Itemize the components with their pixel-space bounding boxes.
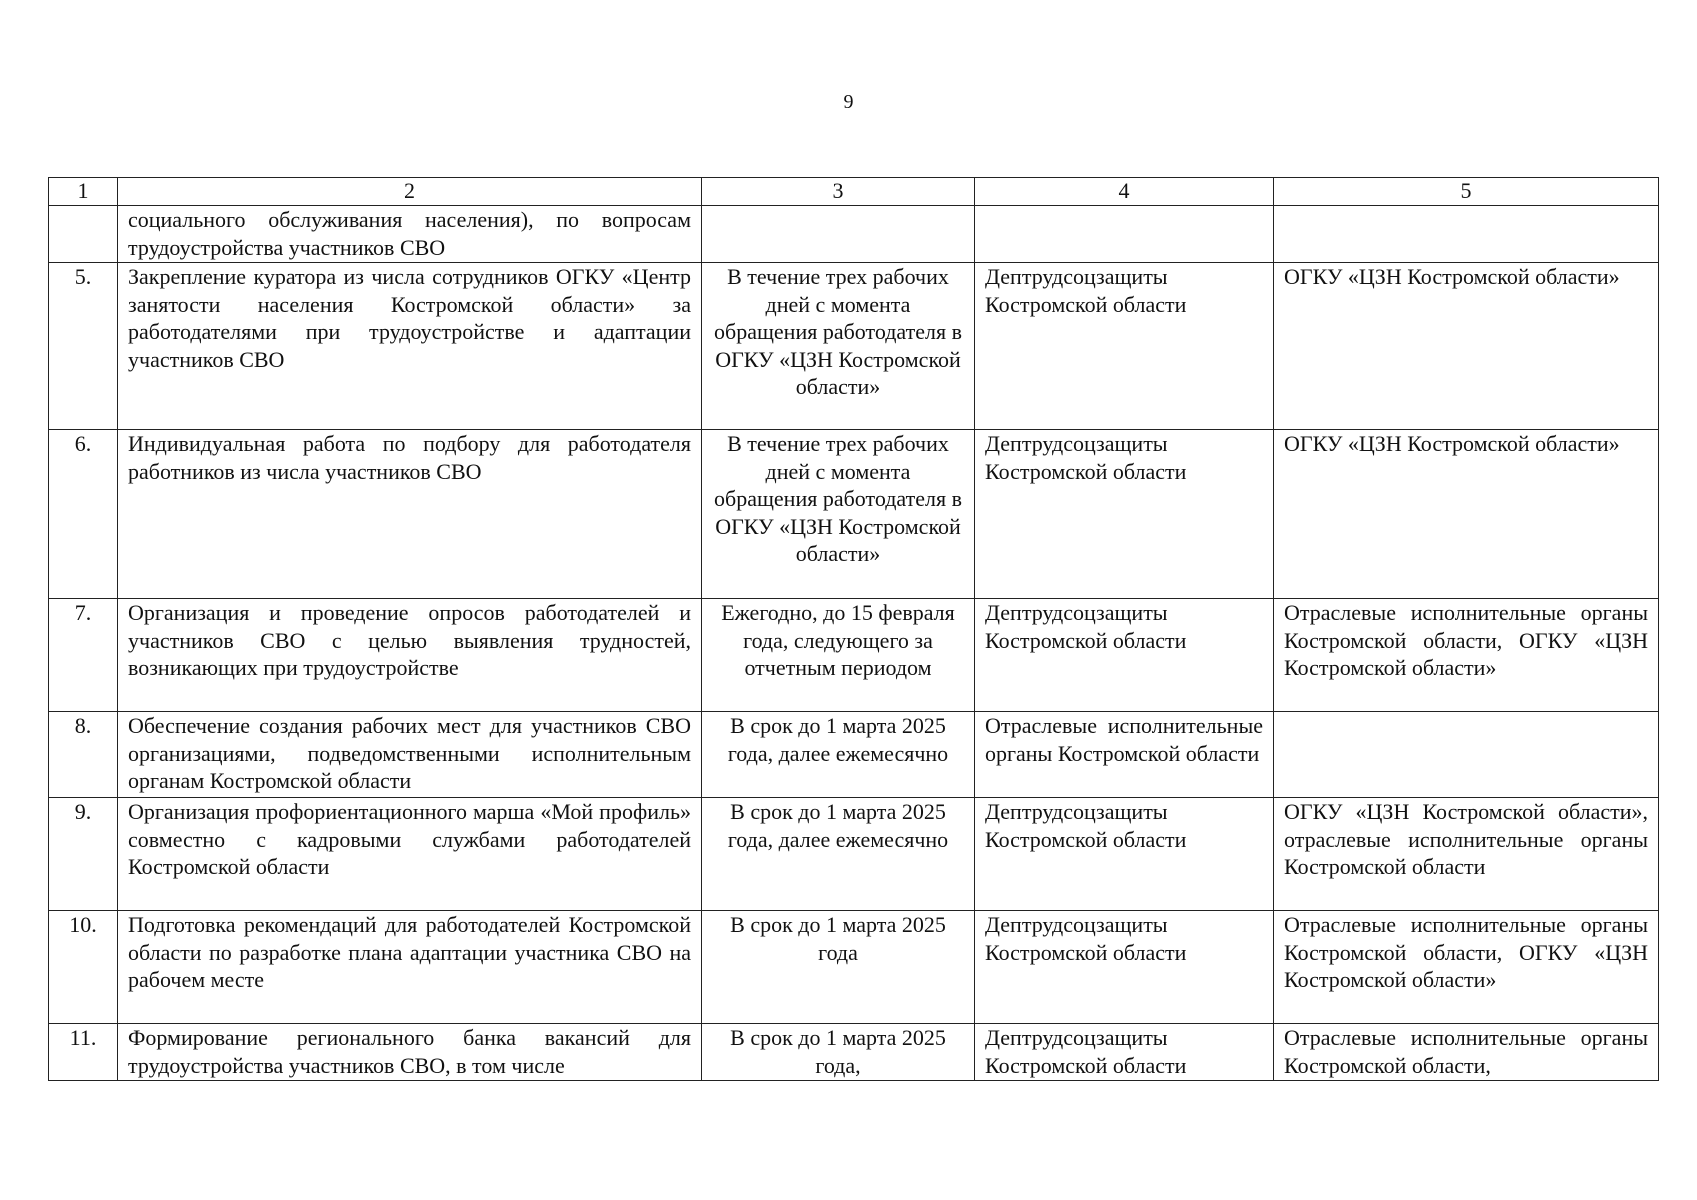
- table-row: [49, 599, 1659, 712]
- row-deadline: В срок до 1 марта 2025 года, далее ежемесячно: [702, 712, 975, 798]
- row-coexecutors: ОГКУ «ЦЗН Костромской области»: [1274, 430, 1659, 599]
- table-row: [49, 798, 1659, 911]
- row-responsible: Дептрудсоцзащиты Костромской области: [975, 911, 1274, 1024]
- row-responsible: Дептрудсоцзащиты Костромской области: [975, 1024, 1274, 1081]
- row-action: Организация и проведение опросов работодателей и участников СВО с целью выявления трудностей, возникающих при трудоустройстве: [118, 599, 702, 712]
- page-number: 9: [843, 91, 854, 113]
- table-row: [49, 206, 1659, 263]
- row-responsible: Отраслевые исполнительные органы Костромской области: [975, 712, 1274, 798]
- row-coexecutors: ОГКУ «ЦЗН Костромской области»: [1274, 263, 1659, 430]
- row-responsible: Дептрудсоцзащиты Костромской области: [975, 430, 1274, 599]
- row-action: Закрепление куратора из числа сотрудников ОГКУ «Центр занятости населения Костромской области» за работодателями при трудоустройстве и адаптации участников СВО: [118, 263, 702, 430]
- column-header: 1: [49, 178, 118, 206]
- row-number: 7.: [49, 599, 118, 712]
- row-number: 8.: [49, 712, 118, 798]
- row-responsible: [975, 206, 1274, 263]
- row-coexecutors: [1274, 712, 1659, 798]
- row-action: Обеспечение создания рабочих мест для участников СВО организациями, подведомственными исполнительным органам Костромской области: [118, 712, 702, 798]
- table-row: [49, 712, 1659, 798]
- column-header: 3: [702, 178, 975, 206]
- row-action: Подготовка рекомендаций для работодателей Костромской области по разработке плана адаптации участника СВО на рабочем месте: [118, 911, 702, 1024]
- table-row: [49, 1024, 1659, 1081]
- table-row: [49, 263, 1659, 430]
- action-plan-table: [48, 177, 1659, 1081]
- column-number-row: [49, 178, 1659, 206]
- row-number: 6.: [49, 430, 118, 599]
- row-responsible: Дептрудсоцзащиты Костромской области: [975, 263, 1274, 430]
- row-number: 9.: [49, 798, 118, 911]
- row-responsible: Дептрудсоцзащиты Костромской области: [975, 599, 1274, 712]
- row-action: Организация профориентационного марша «Мой профиль» совместно с кадровыми службами работодателей Костромской области: [118, 798, 702, 911]
- row-deadline: В течение трех рабочих дней с момента обращения работодателя в ОГКУ «ЦЗН Костромской области»: [702, 430, 975, 599]
- row-deadline: [702, 206, 975, 263]
- column-header: 5: [1274, 178, 1659, 206]
- row-number: 11.: [49, 1024, 118, 1081]
- row-coexecutors: Отраслевые исполнительные органы Костромской области,: [1274, 1024, 1659, 1081]
- row-action: Индивидуальная работа по подбору для работодателя работников из числа участников СВО: [118, 430, 702, 599]
- row-responsible: Дептрудсоцзащиты Костромской области: [975, 798, 1274, 911]
- row-number: [49, 206, 118, 263]
- row-deadline: Ежегодно, до 15 февраля года, следующего за отчетным периодом: [702, 599, 975, 712]
- row-deadline: В срок до 1 марта 2025 года, далее ежемесячно: [702, 798, 975, 911]
- row-deadline: В срок до 1 марта 2025 года: [702, 911, 975, 1024]
- row-coexecutors: [1274, 206, 1659, 263]
- row-coexecutors: Отраслевые исполнительные органы Костромской области, ОГКУ «ЦЗН Костромской области»: [1274, 599, 1659, 712]
- column-header: 4: [975, 178, 1274, 206]
- row-coexecutors: ОГКУ «ЦЗН Костромской области», отраслевые исполнительные органы Костромской области: [1274, 798, 1659, 911]
- column-header: 2: [118, 178, 702, 206]
- table-row: [49, 911, 1659, 1024]
- row-number: 10.: [49, 911, 118, 1024]
- row-action: социального обслуживания населения), по вопросам трудоустройства участников СВО: [118, 206, 702, 263]
- row-number: 5.: [49, 263, 118, 430]
- row-action: Формирование регионального банка вакансий для трудоустройства участников СВО, в том числе: [118, 1024, 702, 1081]
- table-row: [49, 430, 1659, 599]
- row-coexecutors: Отраслевые исполнительные органы Костромской области, ОГКУ «ЦЗН Костромской области»: [1274, 911, 1659, 1024]
- row-deadline: В срок до 1 марта 2025 года,: [702, 1024, 975, 1081]
- row-deadline: В течение трех рабочих дней с момента обращения работодателя в ОГКУ «ЦЗН Костромской области»: [702, 263, 975, 430]
